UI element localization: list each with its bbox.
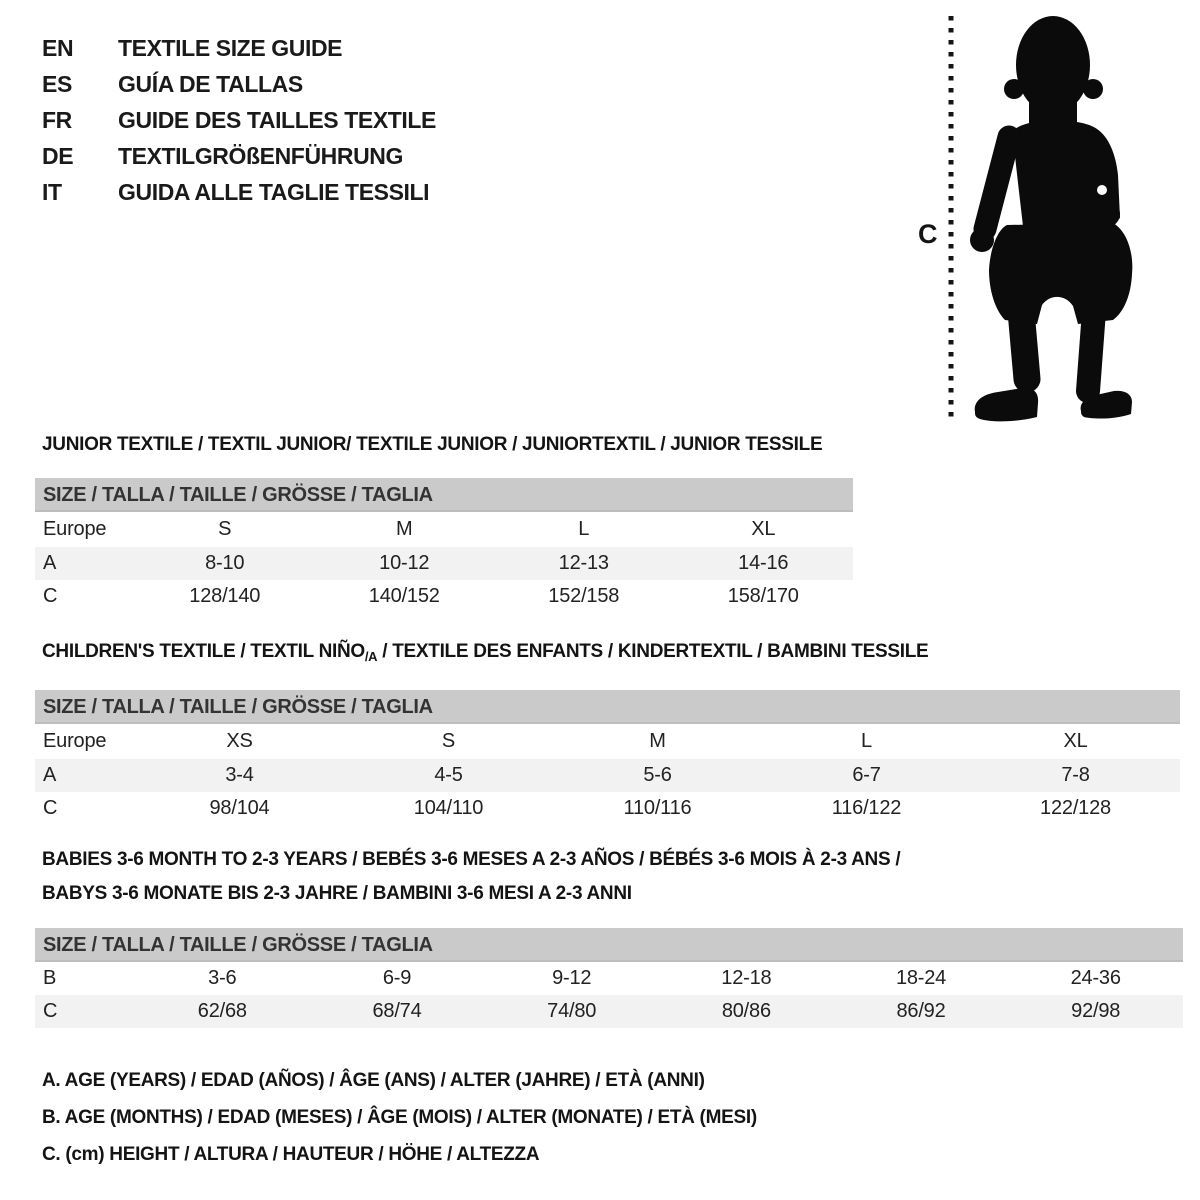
table-cell: 68/74 [372, 1000, 422, 1022]
table-cell: XS [226, 730, 253, 752]
table-cell: S [218, 518, 232, 540]
language-row-fr [42, 102, 436, 138]
table-row [35, 512, 853, 547]
table-cell: 18-24 [895, 967, 947, 989]
row-label: Europe [43, 730, 107, 752]
language-title: TEXTILGRÖßENFÜHRUNG [118, 143, 403, 169]
table-cell: 116/122 [831, 797, 902, 819]
legend-line-a: A. AGE (YEARS) / EDAD (AÑOS) / ÂGE (ANS) / ALTER (JAHRE) / ETÀ (ANNI) [42, 1070, 705, 1091]
table-cell: 92/98 [1071, 1000, 1121, 1022]
language-title: GUIDA ALLE TAGLIE TESSILI [118, 179, 430, 205]
table-row [35, 759, 1180, 792]
children-size-header: SIZE / TALLA / TAILLE / GRÖSSE / TAGLIA [35, 690, 1180, 724]
babies-section-title [42, 843, 900, 911]
row-label: A [43, 764, 57, 786]
babies-size-table [35, 928, 1183, 1028]
table-cell: 24-36 [1070, 967, 1121, 989]
table-cell: M [396, 518, 413, 540]
language-row-en [42, 30, 436, 66]
row-label: A [43, 552, 57, 574]
table-cell: XL [751, 518, 776, 540]
language-row-es [42, 66, 436, 102]
row-label: Europe [43, 518, 107, 540]
table-cell: 110/116 [623, 797, 692, 819]
table-cell: 158/170 [727, 585, 799, 607]
table-cell: 104/110 [413, 797, 484, 819]
table-cell: 74/80 [547, 1000, 597, 1022]
table-cell: 140/152 [368, 585, 440, 607]
table-cell: 4-5 [434, 764, 463, 786]
table-cell: L [578, 518, 590, 540]
table-cell: 6-9 [382, 967, 412, 989]
language-title: GUIDE DES TAILLES TEXTILE [118, 107, 436, 133]
table-cell: 12-13 [558, 552, 609, 574]
babies-title-line1: BABIES 3-6 MONTH TO 2-3 YEARS / BEBÉS 3-6 MESES A 2-3 AÑOS / BÉBÉS 3-6 MOIS À 2-3 ANS / [42, 849, 901, 870]
table-cell: 6-7 [852, 764, 881, 786]
table-row [35, 792, 1180, 825]
junior-section-title: JUNIOR TEXTILE / TEXTIL JUNIOR/ TEXTILE JUNIOR / JUNIORTEXTIL / JUNIOR TESSILE [42, 434, 823, 455]
children-title-post: / TEXTILE DES ENFANTS / KINDERTEXTIL / BAMBINI TESSILE [377, 641, 929, 662]
table-row [35, 547, 853, 580]
table-cell: 10-12 [379, 552, 430, 574]
row-label: C [43, 585, 58, 607]
children-size-table [35, 690, 1180, 825]
table-row [35, 962, 1183, 995]
table-cell: S [441, 730, 456, 752]
measurement-legend [42, 1062, 757, 1173]
height-figure [900, 0, 1200, 430]
table-cell: 86/92 [896, 1000, 946, 1022]
table-cell: 12-18 [721, 967, 772, 989]
language-row-de [42, 138, 436, 174]
children-section-title [42, 641, 928, 664]
babies-size-header: SIZE / TALLA / TAILLE / GRÖSSE / TAGLIA [35, 928, 1183, 962]
table-row [35, 580, 853, 613]
children-title-subscript: /A [364, 649, 378, 664]
language-title-block [42, 30, 436, 210]
language-row-it [42, 174, 436, 210]
table-cell: 128/140 [189, 585, 261, 607]
children-title-pre: CHILDREN'S TEXTILE / TEXTIL NIÑO [42, 641, 365, 662]
language-title: GUÍA DE TALLAS [118, 71, 303, 97]
language-title: TEXTILE SIZE GUIDE [118, 35, 343, 61]
table-cell: 8-10 [205, 552, 245, 574]
table-cell: 122/128 [1040, 797, 1111, 819]
table-cell: M [649, 730, 666, 752]
legend-line-c: C. (cm) HEIGHT / ALTURA / HAUTEUR / HÖHE / ALTEZZA [42, 1144, 540, 1165]
table-cell: 3-4 [225, 764, 254, 786]
row-label: C [43, 1000, 58, 1022]
junior-size-header: SIZE / TALLA / TAILLE / GRÖSSE / TAGLIA [35, 478, 853, 512]
table-cell: L [861, 730, 872, 752]
language-code: IT [42, 179, 62, 205]
language-code: EN [42, 35, 74, 61]
table-cell: 9-12 [552, 967, 592, 989]
language-code: DE [42, 143, 74, 169]
table-cell: XL [1063, 730, 1088, 752]
height-measure-label: C [918, 219, 938, 249]
legend-line-b: B. AGE (MONTHS) / EDAD (MESES) / ÂGE (MOIS) / ALTER (MONATE) / ETÀ (MESI) [42, 1107, 757, 1128]
table-cell: 80/86 [721, 1000, 771, 1022]
table-cell: 7-8 [1061, 764, 1090, 786]
table-cell: 5-6 [643, 764, 672, 786]
table-cell: 152/158 [548, 585, 620, 607]
table-row [35, 995, 1183, 1028]
row-label: B [43, 967, 57, 989]
table-cell: 98/104 [209, 797, 270, 819]
babies-title-line2: BABYS 3-6 MONATE BIS 2-3 JAHRE / BAMBINI 3-6 MESI A 2-3 ANNI [42, 883, 632, 904]
table-row [35, 724, 1180, 759]
junior-size-table [35, 478, 853, 613]
baby-silhouette-icon [970, 16, 1132, 421]
row-label: C [43, 797, 58, 819]
language-code: FR [42, 107, 72, 133]
language-code: ES [42, 71, 72, 97]
table-cell: 14-16 [738, 552, 789, 574]
table-cell: 62/68 [197, 1000, 247, 1022]
table-cell: 3-6 [208, 967, 237, 989]
